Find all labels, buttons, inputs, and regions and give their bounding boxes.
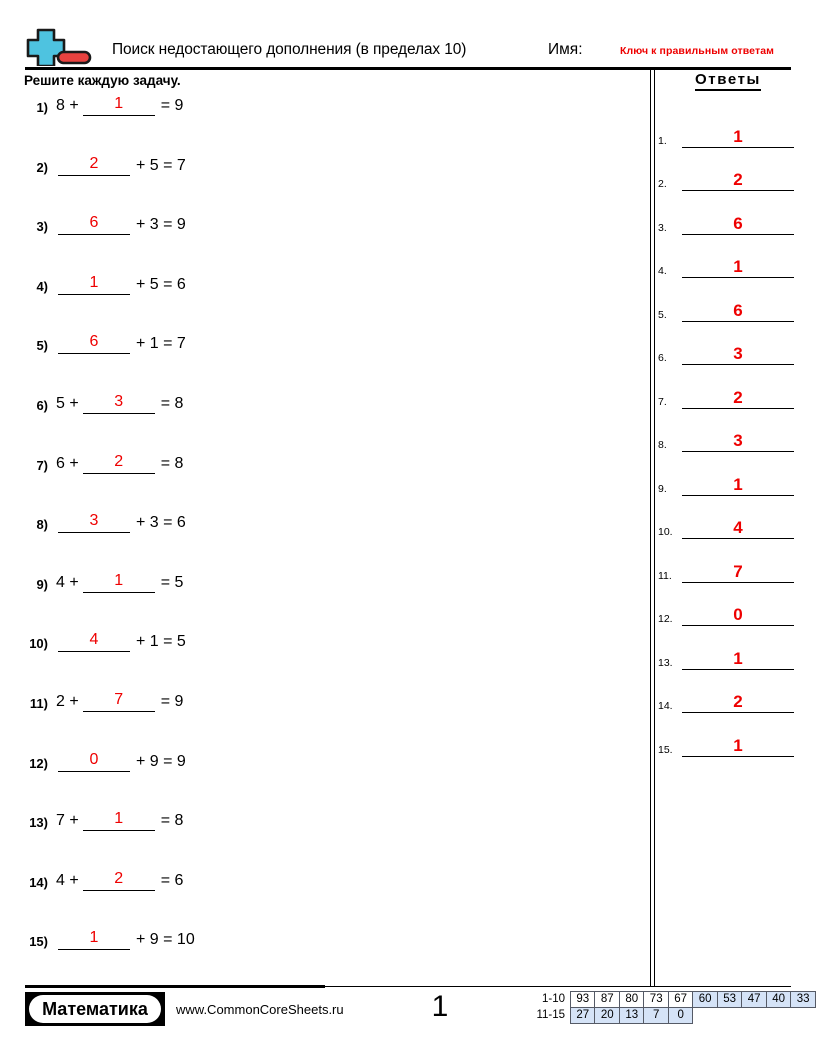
equation-tail-term: = 6 — [160, 871, 184, 889]
problem-number: 12) — [29, 755, 48, 771]
answer-row-number: 12. — [658, 613, 673, 625]
answer-row-number: 7. — [658, 395, 667, 408]
answer-row-value: 1 — [682, 257, 794, 278]
answer-row — [656, 583, 816, 627]
score-cell-empty — [766, 1008, 790, 1024]
problem-equation — [56, 275, 186, 296]
problem-item — [0, 930, 640, 990]
problem-item — [0, 871, 640, 931]
problem-item — [0, 156, 640, 216]
score-cell-empty — [791, 1008, 816, 1024]
problem-item — [0, 454, 640, 514]
name-label: Имя: — [548, 41, 583, 58]
answer-row — [656, 322, 816, 366]
equation-tail-term: = 5 — [160, 573, 184, 591]
answer-blank[interactable]: 1 — [58, 929, 130, 950]
equation-tail-term: = 9 — [160, 97, 184, 114]
problem-equation — [56, 513, 186, 534]
answer-blank[interactable]: 7 — [83, 691, 155, 712]
score-cell: 47 — [742, 992, 766, 1008]
answer-row — [656, 409, 816, 453]
problem-number: 11) — [29, 695, 48, 711]
problem-equation — [56, 454, 183, 475]
answers-heading-text: Ответы — [695, 71, 761, 91]
answers-heading — [656, 68, 800, 88]
equation-tail-term: + 9 = 9 — [136, 752, 186, 770]
answer-blank[interactable]: 6 — [58, 214, 130, 235]
score-cell-empty — [717, 1008, 741, 1024]
score-table-row — [531, 1008, 816, 1024]
score-cell: 87 — [595, 992, 619, 1008]
problem-number: 15) — [29, 934, 48, 950]
problem-number: 2) — [36, 159, 48, 175]
problem-item — [0, 692, 640, 752]
problem-item — [0, 334, 640, 394]
answer-row-value: 2 — [682, 692, 794, 713]
problem-equation — [56, 573, 183, 594]
answer-row — [656, 626, 816, 670]
equation-lead-term: 7 + — [56, 812, 79, 830]
score-cell-empty — [742, 1008, 766, 1024]
problem-item — [0, 573, 640, 633]
score-table — [531, 991, 816, 1024]
score-cell: 73 — [644, 992, 668, 1008]
answer-blank[interactable]: 1 — [58, 274, 130, 295]
score-cell: 7 — [644, 1008, 668, 1024]
answer-row-value: 3 — [682, 431, 794, 452]
answer-row — [656, 235, 816, 279]
problem-equation — [56, 871, 183, 892]
problem-item — [0, 811, 640, 871]
page-title: Поиск недостающего дополнения (в пределах 10) — [112, 41, 467, 58]
answer-row-value: 1 — [682, 475, 794, 496]
equation-lead-term: 4 + — [56, 573, 79, 591]
score-cell-empty — [693, 1008, 717, 1024]
problem-number: 4) — [36, 278, 48, 294]
problem-equation — [56, 215, 186, 236]
answer-row-value: 0 — [682, 605, 794, 626]
equation-lead-term: 4 + — [56, 871, 79, 889]
score-cell: 67 — [668, 992, 692, 1008]
answer-blank[interactable]: 2 — [83, 870, 155, 891]
equation-lead-term: 6 + — [56, 454, 79, 472]
equation-tail-term: = 8 — [160, 394, 184, 412]
answer-blank[interactable]: 2 — [83, 453, 155, 474]
equation-tail-term: + 9 = 10 — [136, 931, 195, 949]
answer-row-value: 6 — [682, 301, 794, 322]
problem-number: 1) — [36, 100, 48, 115]
problem-number: 3) — [36, 219, 48, 235]
equation-tail-term: + 5 = 6 — [136, 275, 186, 293]
answer-row — [656, 713, 816, 757]
problem-item — [0, 215, 640, 275]
footer-rule-thick — [25, 985, 325, 988]
page-number: 1 — [431, 990, 449, 1023]
score-cell: 40 — [766, 992, 790, 1008]
score-row-label: 1-10 — [541, 993, 565, 1005]
problem-number: 14) — [29, 874, 48, 890]
equation-tail-term: + 1 = 7 — [136, 335, 186, 353]
score-cell: 80 — [619, 992, 643, 1008]
answer-row — [656, 191, 816, 235]
problem-number: 10) — [29, 636, 48, 652]
score-table-row — [531, 992, 816, 1008]
answer-row-number: 15. — [658, 743, 673, 756]
problem-item — [0, 275, 640, 335]
answer-blank[interactable]: 2 — [58, 155, 130, 176]
score-cell: 20 — [595, 1008, 619, 1024]
brand-label: Математика — [29, 995, 161, 1023]
answer-row — [656, 278, 816, 322]
answer-row-number: 5. — [658, 308, 667, 321]
equation-tail-term: + 3 = 6 — [136, 514, 186, 532]
problem-equation — [56, 632, 186, 653]
answer-row-number: 3. — [658, 221, 667, 234]
problem-equation — [56, 692, 183, 713]
problem-item — [0, 513, 640, 573]
brand-logo — [25, 992, 165, 1026]
problem-equation — [56, 156, 186, 177]
problem-equation — [56, 930, 195, 951]
answer-blank[interactable]: 6 — [58, 333, 130, 354]
answer-blank[interactable]: 4 — [58, 631, 130, 652]
score-cell: 93 — [571, 992, 595, 1008]
problem-item — [0, 96, 640, 156]
answer-blank[interactable]: 3 — [58, 512, 130, 533]
problem-number: 5) — [36, 338, 48, 354]
problem-item — [0, 752, 640, 812]
answer-row-value: 1 — [682, 127, 794, 148]
problem-number: 8) — [36, 517, 48, 533]
equation-lead-term: 5 + — [56, 394, 79, 412]
answer-row-value: 2 — [682, 388, 794, 409]
answer-row-value: 7 — [682, 562, 794, 583]
divider-line-left — [650, 68, 651, 986]
answer-row-value: 1 — [682, 649, 794, 670]
problem-number: 13) — [29, 815, 48, 831]
answer-row-number: 4. — [658, 265, 667, 277]
score-key-table — [531, 991, 816, 1024]
page-header — [0, 0, 816, 70]
answer-row-number: 1. — [658, 134, 667, 147]
problem-number: 6) — [36, 397, 48, 413]
score-cell: 0 — [668, 1008, 692, 1024]
answer-key-badge: Ключ к правильным ответам — [620, 45, 775, 57]
equation-tail-term: = 8 — [160, 812, 184, 830]
answer-row-value: 4 — [682, 518, 794, 539]
score-row-label: 11-15 — [536, 1009, 565, 1021]
equation-lead-term: 8 + — [56, 97, 79, 114]
answer-row-number: 13. — [658, 656, 673, 669]
answer-row-number: 8. — [658, 439, 667, 451]
score-cell: 53 — [717, 992, 741, 1008]
answer-key-panel — [656, 68, 816, 757]
answer-row-value: 3 — [682, 344, 794, 365]
equation-tail-term: = 8 — [160, 454, 184, 472]
answer-row-number: 10. — [658, 526, 673, 538]
problem-list — [0, 96, 640, 990]
answer-row-number: 9. — [658, 482, 667, 495]
problem-number: 7) — [36, 457, 48, 473]
answer-row — [656, 670, 816, 714]
plus-minus-math-icon — [22, 22, 96, 66]
directions-text: Решите каждую задачу. — [24, 73, 181, 88]
answer-row — [656, 452, 816, 496]
answer-row-number: 14. — [658, 700, 673, 712]
answer-blank[interactable]: 0 — [58, 751, 130, 772]
problem-equation — [56, 334, 186, 355]
problem-item — [0, 632, 640, 692]
answer-row — [656, 104, 816, 148]
score-cell: 13 — [619, 1008, 643, 1024]
answer-row-value: 2 — [682, 170, 794, 191]
problem-equation — [56, 752, 186, 773]
score-cell: 60 — [693, 992, 717, 1008]
problem-equation — [56, 96, 183, 117]
answer-blank[interactable]: 1 — [83, 95, 155, 116]
equation-tail-term: + 5 = 7 — [136, 156, 186, 174]
equation-lead-term: 2 + — [56, 692, 79, 710]
answer-row — [656, 148, 816, 192]
answer-blank[interactable]: 1 — [83, 572, 155, 593]
answer-row-number: 11. — [658, 569, 672, 582]
answer-blank[interactable]: 1 — [83, 810, 155, 831]
answer-row-value: 1 — [682, 736, 794, 757]
divider-line-right — [654, 68, 655, 986]
footer-rule-thin — [325, 986, 791, 987]
answer-row — [656, 496, 816, 540]
answer-blank[interactable]: 3 — [83, 393, 155, 414]
answer-row-number: 2. — [658, 178, 667, 190]
problem-item — [0, 394, 640, 454]
answer-row — [656, 539, 816, 583]
problem-number: 9) — [36, 576, 48, 592]
score-cell: 33 — [791, 992, 816, 1008]
score-cell: 27 — [571, 1008, 595, 1024]
answer-row-value: 6 — [682, 214, 794, 235]
equation-tail-term: + 3 = 9 — [136, 216, 186, 234]
equation-tail-term: = 9 — [160, 692, 184, 710]
answer-rows — [656, 104, 816, 757]
answer-row-number: 6. — [658, 352, 667, 364]
problem-equation — [56, 394, 183, 415]
problem-equation — [56, 811, 183, 832]
equation-tail-term: + 1 = 5 — [136, 633, 186, 651]
answer-row — [656, 365, 816, 409]
site-url: www.CommonCoreSheets.ru — [176, 1002, 344, 1017]
